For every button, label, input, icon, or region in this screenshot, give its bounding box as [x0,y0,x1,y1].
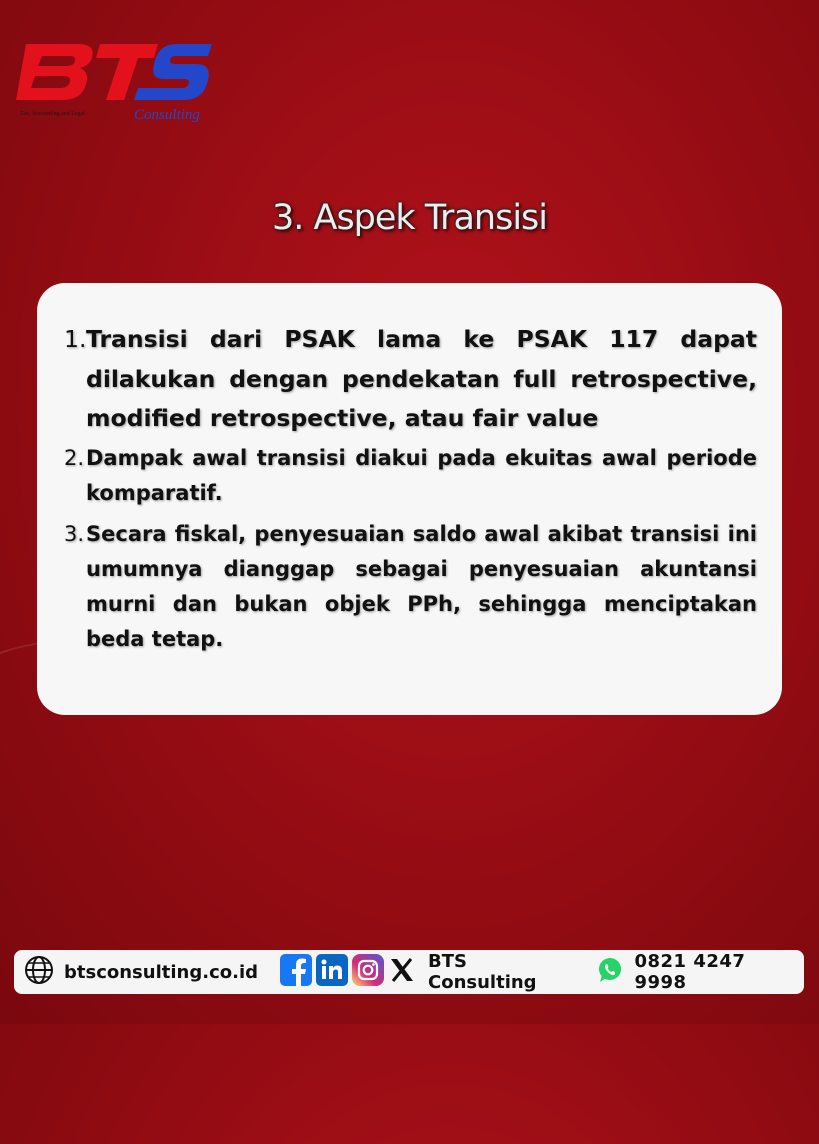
contact-footer [14,950,804,994]
list-item-number: 3. [64,521,85,546]
instagram-icon[interactable] [352,954,384,990]
list-item [64,320,757,439]
page-title: 3. Aspek Transisi [271,198,547,238]
website-link[interactable]: btsconsulting.co.id [64,961,258,983]
list-item-number: 2. [64,445,85,470]
list-item [64,441,757,511]
brand-name: BTS Consulting [428,951,537,993]
transition-list [64,320,757,657]
globe-icon [24,955,54,989]
svg-text:Tax, Accounting and Legal: Tax, Accounting and Legal [20,111,85,117]
linkedin-icon[interactable] [316,954,348,990]
content-card [37,283,782,715]
list-item-text: Transisi dari PSAK lama ke PSAK 117 dapat dilakukan dengan pendekatan full retrospective, modified retrospective, atau fair value [86,325,757,432]
whatsapp-icon[interactable] [596,956,624,988]
list-item-text: Secara fiskal, penyesuaian saldo awal akibat transisi ini umumnya dianggap sebagai penyesuaian akuntansi murni dan bukan objek PPh, sehingga menciptakan beda tetap. [86,521,757,651]
list-item-number: 1. [64,325,87,353]
phone-number[interactable]: 0821 4247 9998 [634,951,746,993]
list-item [64,517,757,657]
list-item-text: Dampak awal transisi diakui pada ekuitas awal periode komparatif. [86,445,757,505]
x-icon[interactable] [388,956,416,988]
bts-logo [16,36,216,128]
facebook-icon[interactable] [280,954,312,990]
svg-text:Consulting: Consulting [134,107,200,123]
